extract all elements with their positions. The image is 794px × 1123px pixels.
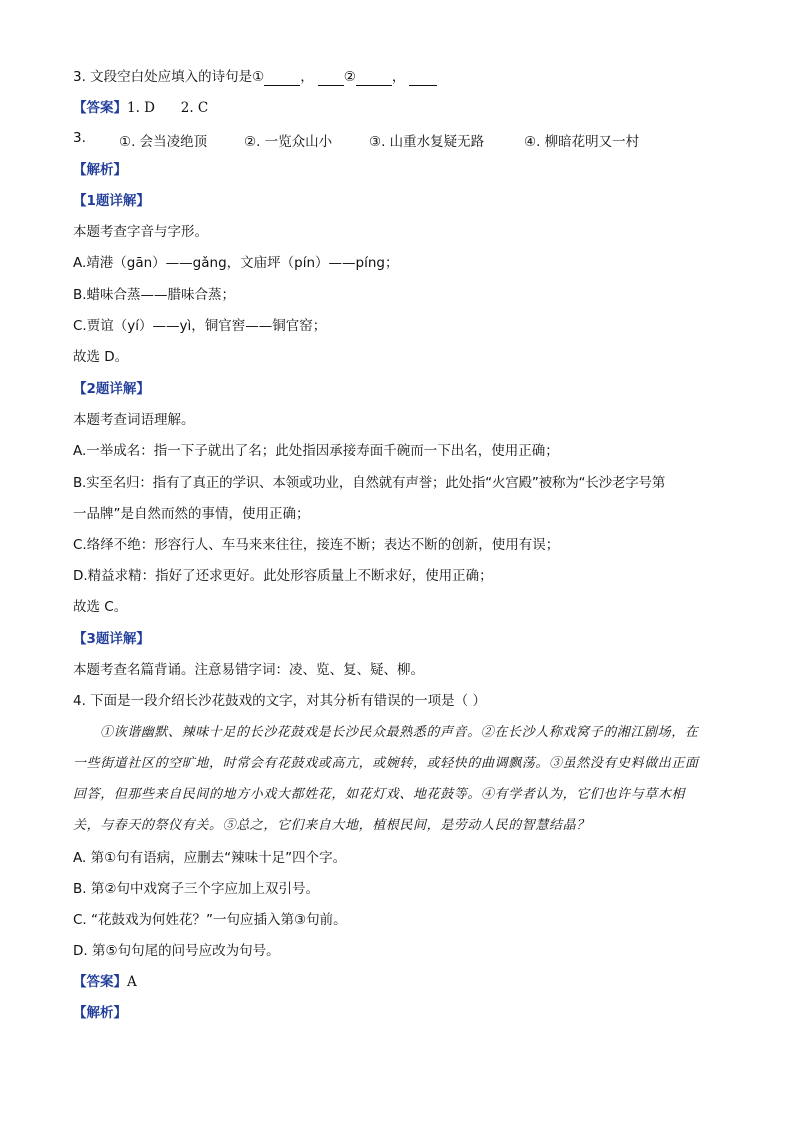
- detail-2-line: 本题考查词语理解。: [73, 412, 195, 428]
- q4-option-d: D. 第⑤句句尾的问号应改为句号。: [73, 943, 280, 959]
- q3-answer-3: ③. 山重水复疑无路: [369, 134, 485, 150]
- q4-passage-line: ①诙谐幽默、辣味十足的长沙花鼓戏是长沙民众最熟悉的声音。②在长沙人称戏窝子的湘江剧场，在: [100, 725, 699, 740]
- detail-2-line: 故选 C。: [73, 599, 128, 615]
- q4-option-a: A. 第①句有语病，应删去“辣味十足”四个字。: [73, 850, 347, 866]
- analysis-tag-1: 【解析】: [73, 162, 127, 178]
- detail-1-title: 【1题详解】: [73, 193, 150, 209]
- answer-text: 1. D 2. C: [127, 100, 209, 116]
- detail-3-line: 本题考查名篇背诵。注意易错字词：凌、览、复、疑、柳。: [73, 662, 424, 678]
- detail-1-line: A.靖港（gān）——gǎng，文庙坪（pín）——píng；: [73, 255, 399, 271]
- analysis-tag-2: 【解析】: [73, 1005, 127, 1021]
- q3-answer-1: ①. 会当凌绝顶: [119, 134, 208, 150]
- q4-stem: 4. 下面是一段介绍长沙花鼓戏的文字，对其分析有错误的一项是（ ）: [73, 693, 486, 709]
- q3-prompt-text: 3. 文段空白处应填入的诗句是①: [73, 69, 265, 85]
- answer-tag: 【答案】: [73, 100, 127, 116]
- q3-prompt: [73, 68, 437, 86]
- detail-3-title: 【3题详解】: [73, 631, 150, 647]
- q3-answer-4: ④. 柳暗花明又一村: [524, 134, 640, 150]
- blank-1: [264, 71, 300, 86]
- answer-tag: 【答案】: [73, 974, 127, 990]
- q4-option-c: C. “花鼓戏为何姓花？”一句应插入第③句前。: [73, 912, 347, 928]
- q3-mid: ②: [343, 69, 356, 85]
- q3-answers: [73, 130, 723, 148]
- q4-passage-line: 关，与春天的祭仪有关。⑤总之，它们来自大地，植根民间，是劳动人民的智慧结晶？: [73, 818, 590, 833]
- q3-answer-num: 3.: [73, 130, 86, 146]
- detail-2-title: 【2题详解】: [73, 381, 150, 397]
- q4-option-b: B. 第②句中戏窝子三个字应加上双引号。: [73, 881, 319, 897]
- detail-1-line: 故选 D。: [73, 349, 129, 365]
- q3-sep-1: ，: [300, 69, 314, 85]
- answer-line-2: [73, 973, 137, 991]
- detail-2-line: A.一举成名：指一下子就出了名；此处指因承接寿面千碗而一下出名，使用正确；: [73, 443, 559, 459]
- detail-1-line: C.贾谊（yí）——yì，铜官窖——铜官窑；: [73, 318, 327, 334]
- q4-passage-line: 一些街道社区的空旷地，时常会有花鼓戏或高亢，或婉转，或轻快的曲调飘荡。③虽然没有史料做出正面: [73, 756, 699, 771]
- blank-3: [356, 71, 392, 86]
- answer-line-1: [73, 99, 208, 117]
- detail-1-line: B.蜡味合蒸——腊味合蒸；: [73, 287, 236, 303]
- detail-2-line: C.络绎不绝：形容行人、车马来来往往，接连不断；表达不断的创新，使用有误；: [73, 537, 560, 553]
- q3-answer-2: ②. 一览众山小: [244, 134, 333, 150]
- blank-2: [318, 71, 344, 86]
- answer-text: A: [127, 974, 137, 990]
- detail-1-line: 本题考查字音与字形。: [73, 224, 208, 240]
- detail-2-line: D.精益求精：指好了还求更好。此处形容质量上不断求好，使用正确；: [73, 568, 493, 584]
- q3-sep-2: ，: [391, 69, 406, 85]
- q4-passage-line: 回答，但那些来自民间的地方小戏大都姓花，如花灯戏、地花鼓等。④有学者认为，它们也许与草木相: [73, 787, 686, 802]
- detail-2-line: B.实至名归：指有了真正的学识、本领或功业，自然就有声誉；此处指“火宫殿”被称为“长沙老字号第: [73, 475, 666, 491]
- detail-2-line: 一品牌”是自然而然的事情，使用正确；: [73, 506, 310, 522]
- blank-4: [409, 71, 437, 86]
